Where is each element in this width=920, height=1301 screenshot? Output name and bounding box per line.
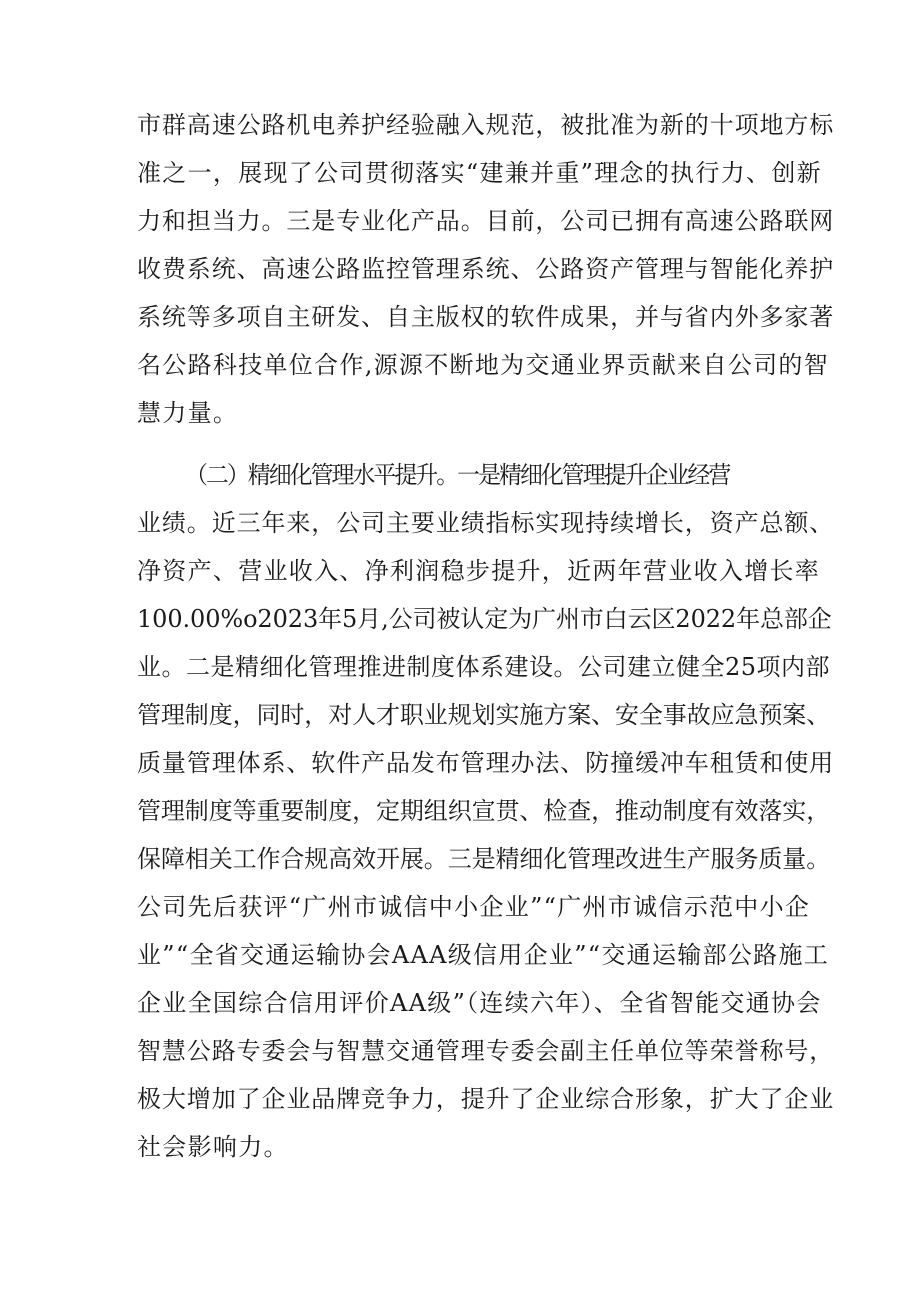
paragraph-1-line-5: 系统等多项自主研发、自主版权的软件成果，并与省内外多家著 — [137, 303, 835, 331]
paragraph-2-line-5: 业。二是精细化管理推进制度体系建设。公司建立健全25项内部 — [137, 653, 831, 681]
paragraph-2-line-3: 净资产、营业收入、净利润稳步提升，近两年营业收入增长率 — [137, 557, 821, 585]
paragraph-2-line-14: 极大增加了企业品牌竞争力，提升了企业综合形象，扩大了企业 — [137, 1085, 835, 1113]
paragraph-2-line-12: 企业全国综合信用评价AA级”（连续六年）、全省智能交通协会 — [137, 989, 822, 1017]
paragraph-2-line-6: 管理制度，同时，对人才职业规划实施方案、安全事故应急预案、 — [137, 701, 831, 729]
paragraph-1-line-7: 慧力量。 — [137, 399, 239, 427]
paragraph-2-line-4: 100.00%o2023年5月,公司被认定为广州市白云区2022年总部企 — [137, 605, 832, 633]
paragraph-1-line-3: 力和担当力。三是专业化产品。目前，公司已拥有高速公路联网 — [137, 207, 835, 235]
paragraph-2-line-10: 公司先后获评“广州市诚信中小企业”“广州市诚信示范中小企 — [137, 893, 811, 921]
paragraph-2-line-13: 智慧公路专委会与智慧交通管理专委会副主任单位等荣誉称号， — [137, 1037, 835, 1065]
paragraph-1-line-6: 名公路科技单位合作,源源不断地为交通业界贡献来自公司的智 — [137, 351, 830, 379]
paragraph-2-line-8: 管理制度等重要制度，定期组织宣贯、检查，推动制度有效落实， — [137, 797, 831, 825]
paragraph-1-line-1: 市群高速公路机电养护经验融入规范，被批准为新的十项地方标 — [137, 111, 835, 139]
paragraph-2-line-11: 业”“全省交通运输协会AAA级信用企业”“交通运输部公路施工 — [137, 941, 830, 969]
paragraph-2-line-1: （二）精细化管理水平提升。一是精细化管理提升企业经营 — [185, 461, 730, 489]
paragraph-1-line-2: 准之一，展现了公司贯彻落实“建兼并重”理念的执行力、创新 — [137, 159, 822, 187]
paragraph-2-line-15: 社会影响力。 — [137, 1133, 289, 1161]
paragraph-2-line-7: 质量管理体系、软件产品发布管理办法、防撞缓冲车租赁和使用 — [137, 749, 835, 777]
paragraph-1-line-4: 收费系统、高速公路监控管理系统、公路资产管理与智能化养护 — [137, 255, 835, 283]
paragraph-2-line-9: 保障相关工作合规高效开展。三是精细化管理改进生产服务质量。 — [137, 845, 831, 873]
paragraph-2-line-2: 业绩。近三年来，公司主要业绩指标实现持续增长，资产总额、 — [137, 509, 835, 537]
